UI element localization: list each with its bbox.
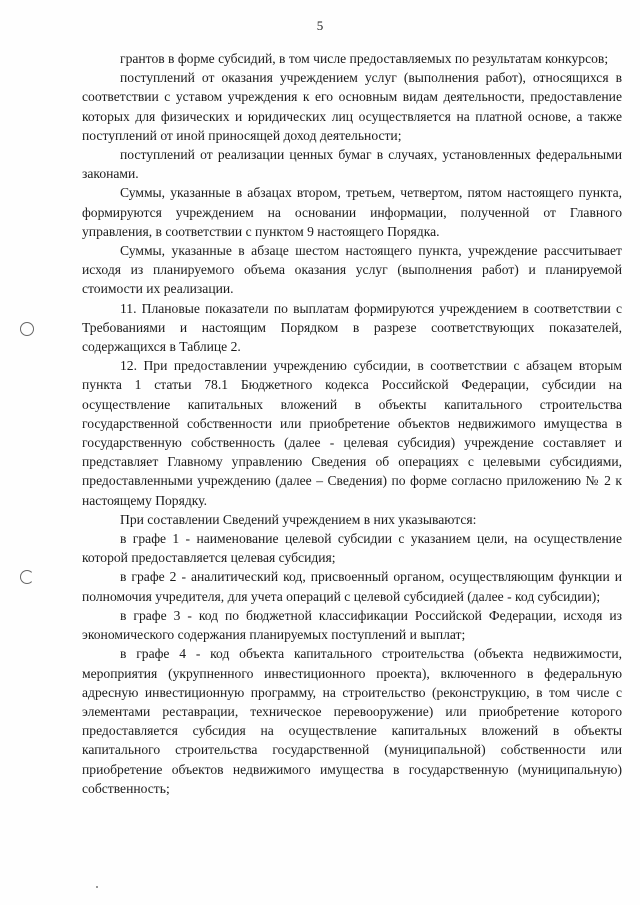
scan-speck <box>96 886 98 888</box>
paragraph: в графе 1 - наименование целевой субсидии с указанием цели, на осуществление которой предоставляется целевая субсидия; <box>82 531 622 566</box>
paragraph: При составлении Сведений учреждением в них указываются: <box>120 511 477 527</box>
document-body <box>82 49 622 798</box>
paragraph: поступлений от реализации ценных бумаг в случаях, установленных федеральными законами. <box>82 147 622 182</box>
punch-hole-mark <box>20 322 34 336</box>
paragraph: 11. Плановые показатели по выплатам формируются учреждением в соответствии с Требованиями и настоящим Порядком в разрезе соответствующих показателей, содержащихся в Таблице 2. <box>82 300 622 355</box>
paragraph: в графе 4 - код объекта капитального строительства (объекта недвижимости, мероприятия (укрупненного инвестиционного проекта), включенного в федеральную адресную инвестиционную программу, на строительство (реконструкцию, в том числе с элементами реставрации, техническое перевооружение) или приобретение которого предоставляется субсидия на осуществление капитальных вложений в объекты капитального строительства государственной (муниципальной) собственности или приобретение объектов недвижимого имущества в государственную (муниципальную) собственность; <box>82 646 622 796</box>
punch-hole-mark <box>20 570 34 584</box>
paragraph: грантов в форме субсидий, в том числе предоставляемых по результатам конкурсов; <box>120 51 609 66</box>
page-number: 5 <box>316 18 324 33</box>
paragraph: 12. При предоставлении учреждению субсидии, в соответствии с абзацем вторым пункта 1 статьи 78.1 Бюджетного кодекса Российской Федерации, субсидии на осуществление капитальных вложений в объекты капитального строительства государственной собственности или приобретение объектов недвижимого имущества в государственную собственность (далее - целевая субсидия) учреждение составляет и представляет Главному управлению Сведения об операциях с целевыми субсидиями, предоставленными учреждению (далее – Сведения) по форме согласно приложению № 2 к настоящему Порядку. <box>82 358 622 508</box>
paragraph: поступлений от оказания учреждением услуг (выполнения работ), относящихся в соответствии с уставом учреждения к его основным видам деятельности, предоставление которых для физических и юридических лиц осуществляется на платной основе, а также поступлений от иной приносящей доход деятельности; <box>82 70 622 143</box>
paragraph: Суммы, указанные в абзаце шестом настоящего пункта, учреждение рассчитывает исходя из планируемого объема оказания услуг (выполнения работ) и планируемой стоимости их реализации. <box>82 243 622 297</box>
paragraph: в графе 3 - код по бюджетной классификации Российской Федерации, исходя из экономического содержания планируемых поступлений и выплат; <box>82 607 622 643</box>
paragraph: Суммы, указанные в абзацах втором, третьем, четвертом, пятом настоящего пункта, формируются учреждением на основании информации, полученной от Главного управления, в соответствии с пунктом 9 настоящего Порядка. <box>82 185 622 239</box>
paragraph: в графе 2 - аналитический код, присвоенный органом, осуществляющим функции и полномочия учредителя, для учета операций с целевой субсидией (далее - код субсидии); <box>82 569 622 604</box>
